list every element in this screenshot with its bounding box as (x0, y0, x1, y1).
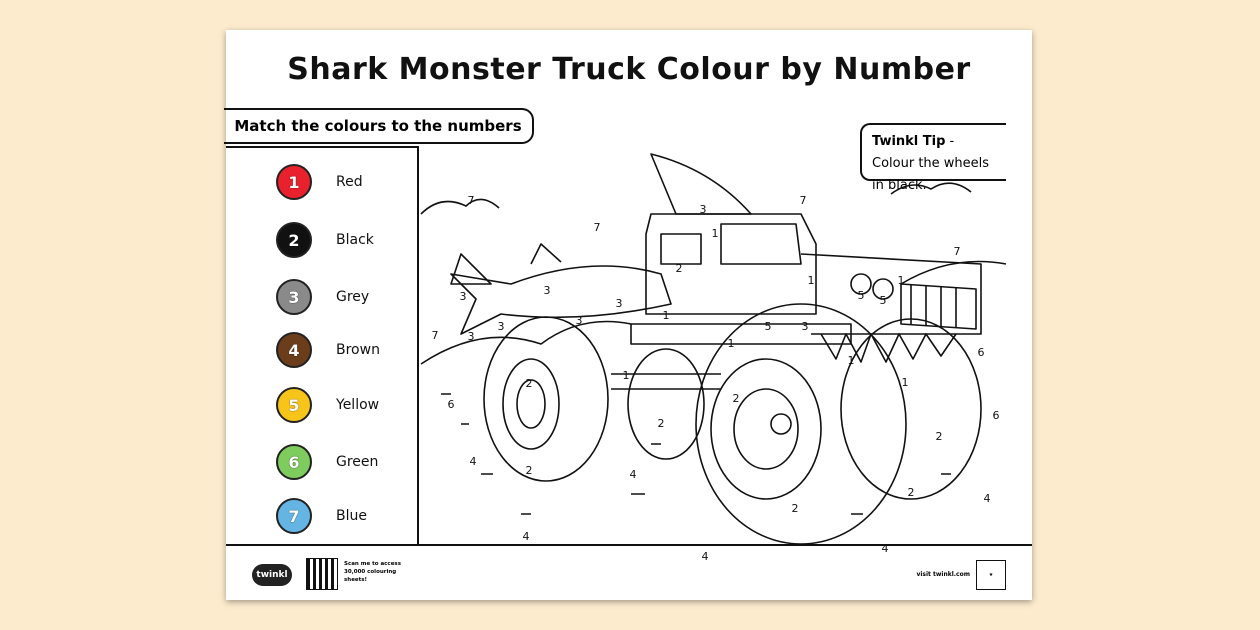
svg-text:3: 3 (615, 297, 623, 310)
colour-label: Brown (336, 342, 380, 358)
tip-text: - Colour the wheels in black. (872, 134, 990, 193)
svg-text:4: 4 (522, 530, 530, 543)
svg-text:1: 1 (662, 309, 670, 322)
colour-swatch: 6 (276, 444, 312, 480)
colour-label: Black (336, 232, 374, 248)
visit-link[interactable]: visit twinkl.com (916, 571, 970, 578)
colour-label: Blue (336, 508, 367, 524)
svg-text:4: 4 (881, 542, 889, 555)
key-item-black (276, 222, 374, 258)
page-title: Shark Monster Truck Colour by Number (287, 52, 971, 87)
colour-label: Yellow (336, 397, 380, 413)
twinkl-logo: twinkl (252, 564, 292, 586)
svg-text:4: 4 (701, 550, 709, 563)
svg-text:2: 2 (657, 417, 665, 430)
svg-text:7: 7 (799, 194, 807, 207)
svg-text:7: 7 (593, 221, 601, 234)
svg-text:2: 2 (907, 486, 915, 499)
svg-text:7: 7 (467, 194, 475, 207)
colour-swatch: 4 (276, 332, 312, 368)
svg-text:2: 2 (732, 392, 740, 405)
colour-label: Red (336, 174, 363, 190)
svg-text:1: 1 (847, 354, 855, 367)
svg-text:1: 1 (901, 376, 909, 389)
key-item-grey (276, 279, 369, 315)
svg-text:4: 4 (629, 468, 637, 481)
region-numbers (432, 194, 1000, 563)
key-item-green (276, 444, 378, 480)
svg-text:1: 1 (711, 227, 719, 240)
footer (226, 544, 1032, 600)
svg-text:5: 5 (764, 320, 772, 333)
svg-text:1: 1 (622, 369, 630, 382)
svg-text:5: 5 (857, 289, 865, 302)
svg-text:6: 6 (447, 398, 455, 411)
colour-swatch: 7 (276, 498, 312, 534)
svg-text:7: 7 (953, 245, 961, 258)
key-item-yellow (276, 387, 379, 423)
key-item-red (276, 164, 363, 200)
svg-text:2: 2 (675, 262, 683, 275)
svg-text:3: 3 (699, 203, 707, 216)
svg-text:2: 2 (935, 430, 943, 443)
svg-text:3: 3 (467, 330, 475, 343)
instruction-banner: Match the colours to the numbers (224, 108, 534, 144)
svg-text:1: 1 (897, 274, 905, 287)
scan-text: Scan me to access 30,000 colouring sheets! (344, 561, 401, 583)
twinkl-tip-box (860, 123, 1006, 193)
svg-text:3: 3 (801, 320, 809, 333)
svg-text:3: 3 (543, 284, 551, 297)
svg-text:3: 3 (459, 290, 467, 303)
svg-text:2: 2 (791, 502, 799, 515)
svg-text:2: 2 (525, 464, 533, 477)
svg-text:7: 7 (431, 329, 439, 342)
svg-text:4: 4 (469, 455, 477, 468)
colour-label: Green (336, 454, 379, 470)
colour-key (226, 146, 419, 544)
twinkl-badge-icon: ★ (976, 560, 1006, 590)
svg-text:4: 4 (983, 492, 991, 505)
worksheet (226, 30, 1032, 600)
tip-heading: Twinkl Tip (872, 134, 946, 149)
svg-text:3: 3 (497, 320, 505, 333)
svg-text:5: 5 (879, 294, 887, 307)
svg-text:1: 1 (807, 274, 815, 287)
key-item-brown (276, 332, 380, 368)
svg-text:1: 1 (727, 337, 735, 350)
colour-swatch: 1 (276, 164, 312, 200)
qr-code (306, 558, 338, 590)
colour-label: Grey (336, 289, 370, 305)
svg-text:6: 6 (992, 409, 1000, 422)
colour-swatch: 2 (276, 222, 312, 258)
svg-text:3: 3 (575, 314, 583, 327)
colour-swatch: 3 (276, 279, 312, 315)
svg-text:6: 6 (977, 346, 985, 359)
svg-text:2: 2 (525, 377, 533, 390)
colour-swatch: 5 (276, 387, 312, 423)
key-item-blue (276, 498, 367, 534)
